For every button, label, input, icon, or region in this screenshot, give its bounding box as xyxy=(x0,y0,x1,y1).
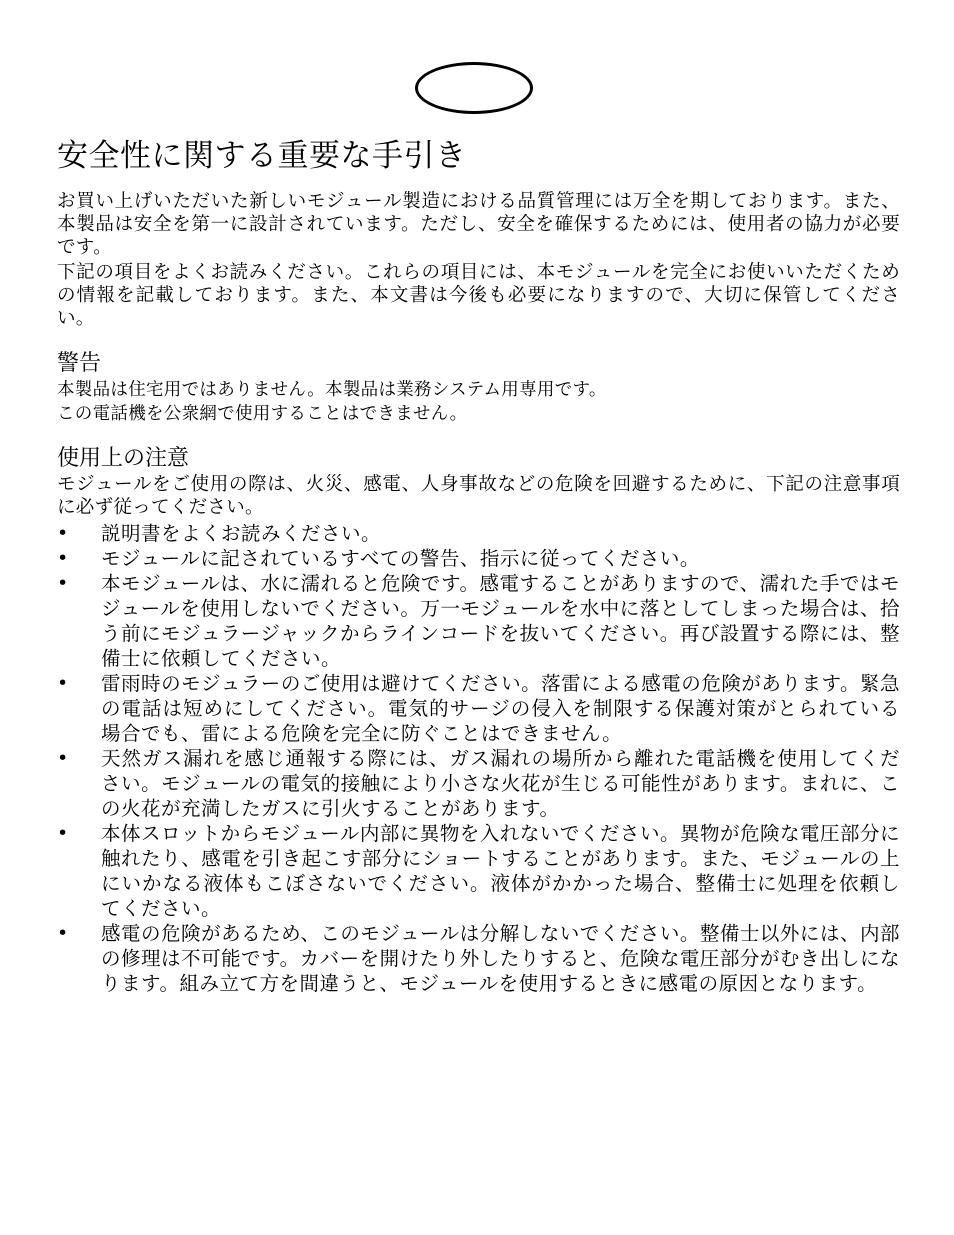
list-item-text: 本体スロットからモジュール内部に異物を入れないでください。異物が危険な電圧部分に触れたり、感電を引き起こす部分にショートすることがあります。また、モジュールの上にいかなる液体もこぼさないでください。液体がかかった場合、整備士に処理を依頼してください。 xyxy=(101,822,900,920)
warning-section xyxy=(57,350,900,426)
list-item-text: 雷雨時のモジュラーのご使用は避けてください。落雷による感電の危険があります。緊急の電話は短めにしてください。電気的サージの侵入を制限する保護対策がとられている場合でも、雷による危険を完全に防ぐことはできません。 xyxy=(101,672,900,745)
bullet-icon: • xyxy=(57,522,69,544)
list-item-text: 感電の危険があるため、このモジュールは分解しないでください。整備士以外には、内部の修理は不可能です。カバーを開けたり外したりすると、危険な電圧部分がむき出しになります。組み立て方を間違うと、モジュールを使用するときに感電の原因となります。 xyxy=(101,922,900,995)
list-item-text: 説明書をよくお読みください。 xyxy=(101,522,382,545)
warning-line-1: 本製品は住宅用ではありません。本製品は業務システム用専用です。 xyxy=(57,380,607,400)
bullet-icon: • xyxy=(57,747,69,769)
list-item xyxy=(57,671,900,746)
list-item xyxy=(57,821,900,921)
list-item xyxy=(57,746,900,821)
bullet-icon: • xyxy=(57,922,69,944)
list-item-text: 天然ガス漏れを感じ通報する際には、ガス漏れの場所から離れた電話機を使用してください。モジュールの電気的接触により小さな火花が生じる可能性があります。まれに、この火花が充満したガスに引火することがあります。 xyxy=(101,747,900,820)
intro-section xyxy=(57,190,900,330)
bullet-icon: • xyxy=(57,822,69,844)
usage-heading: 使用上の注意 xyxy=(57,446,190,471)
precaution-list xyxy=(57,521,900,996)
intro-paragraph-2: 下記の項目をよくお読みください。これらの項目には、本モジュールを完全にお使いいただくための情報を記載しております。また、本文書は今後も必要になりますので、大切に保管してください。 xyxy=(57,262,900,329)
list-item xyxy=(57,921,900,996)
usage-precautions-section xyxy=(57,445,900,996)
list-item xyxy=(57,546,900,571)
blank-oval-mark xyxy=(415,62,533,114)
usage-intro: モジュールをご使用の際は、火災、感電、人身事故などの危険を回避するために、下記の注意事項に必ず従ってください。 xyxy=(57,474,900,518)
list-item-text: モジュールに記されているすべての警告、指示に従ってください。 xyxy=(101,547,700,570)
list-item xyxy=(57,571,900,671)
page-title: 安全性に関する重要な手引き xyxy=(57,138,467,174)
bullet-icon: • xyxy=(57,672,69,694)
document-page xyxy=(57,134,900,996)
list-item-text: 本モジュールは、水に濡れると危険です。感電することがありますので、濡れた手ではモジュールを使用しないでください。万一モジュールを水中に落としてしまった場合は、拾う前にモジュラージャックからラインコードを抜いてください。再び設置する際には、整備士に依頼してください。 xyxy=(101,572,900,670)
intro-paragraph-1: お買い上げいただいた新しいモジュール製造における品質管理には万全を期しております。また、本製品は安全を第一に設計されています。ただし、安全を確保するためには、使用者の協力が必要です。 xyxy=(57,191,900,258)
warning-line-2: この電話機を公衆網で使用することはできません。 xyxy=(57,404,468,424)
warning-heading: 警告 xyxy=(57,351,102,376)
bullet-icon: • xyxy=(57,572,69,594)
bullet-icon: • xyxy=(57,547,69,569)
list-item xyxy=(57,521,900,546)
